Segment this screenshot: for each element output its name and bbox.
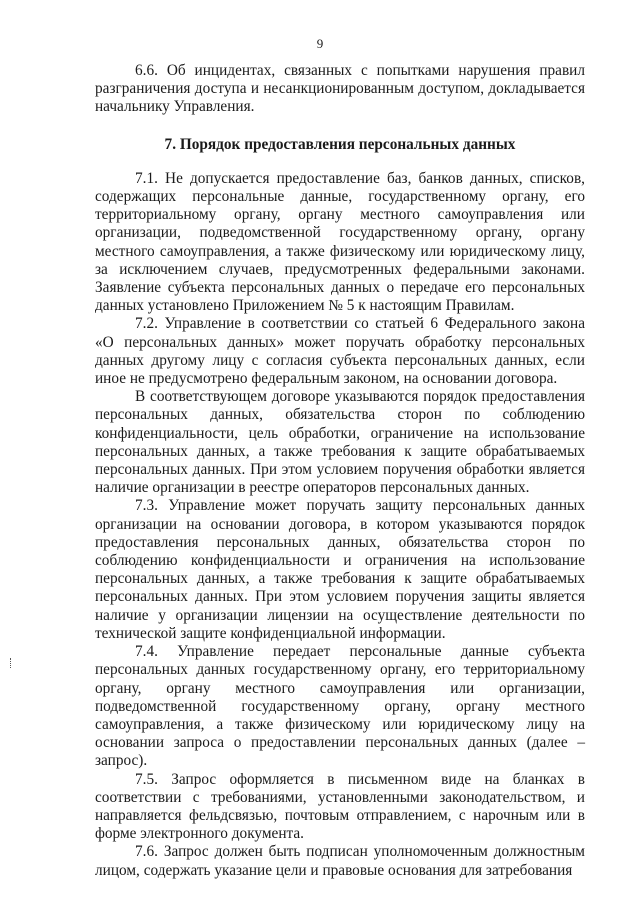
paragraph-7-2: 7.2. Управление в соответствии со статьей 6 Федерального закона «О персональных данных» может поручать обработку персональных данных другому лицу с согласия субъекта персональных данных, если иное не предусмотрено федеральным законом, на основании договора. bbox=[95, 315, 585, 388]
paragraph-7-3: 7.3. Управление может поручать защиту персональных данных организации на основании договора, в котором указываются порядок предоставления персональных данных, обязательства сторон по соблюдению конфиденциальности и ограничения на использование персональных данных, а также требования к защите обрабатываемых персональных данных. При этом условием поручения защиты является наличие у организации лицензии на осуществление деятельности по технической защите конфиденциальной информации. bbox=[95, 497, 585, 642]
paragraph-6-6: 6.6. Об инцидентах, связанных с попытками нарушения правил разграничения доступа и несанкционированным доступом, докладывается начальнику Управления. bbox=[95, 62, 585, 116]
paragraph-7-5: 7.5. Запрос оформляется в письменном виде на бланках в соответствии с требованиями, установленными законодательством, и направляется фельдсвязью, почтовым отправлением, с нарочным или в форме электронного документа. bbox=[95, 770, 585, 843]
margin-mark bbox=[10, 658, 13, 668]
section-heading-7: 7. Порядок предоставления персональных данных bbox=[164, 135, 516, 153]
document-body bbox=[95, 62, 585, 880]
page-number: 9 bbox=[316, 36, 324, 51]
paragraph-7-6: 7.6. Запрос должен быть подписан уполномоченным должностным лицом, содержать указание цели и правовые основания для затребования bbox=[95, 843, 585, 879]
paragraph-7-4: 7.4. Управление передает персональные данные субъекта персональных данных государственному органу, его территориальному органу, органу местного самоуправления или организации, подведомственной государственному органу, органу местного самоуправления, а также физическому или юридическому лицу на основании запроса о предоставлении персональных данных (далее – запрос). bbox=[95, 643, 585, 770]
paragraph-7-2-contract: В соответствующем договоре указываются порядок предоставления персональных данных, обязательства сторон по соблюдению конфиденциальности, цель обработки, ограничение на использование персональных данных, а также требования к защите обрабатываемых персональных данных. При этом условием поручения обработки является наличие организации в реестре операторов персональных данных. bbox=[95, 388, 585, 497]
paragraph-7-1: 7.1. Не допускается предоставление баз, банков данных, списков, содержащих персональные данные, государственному органу, его территориальному органу, органу местного самоуправления или организации, подведомственной государственному органу, органу местного самоуправления, а также физическому или юридическому лицу, за исключением случаев, предусмотренных федеральными законами. Заявление субъекта персональных данных о передаче его персональных данных установлено Приложением № 5 к настоящим Правилам. bbox=[95, 169, 585, 315]
